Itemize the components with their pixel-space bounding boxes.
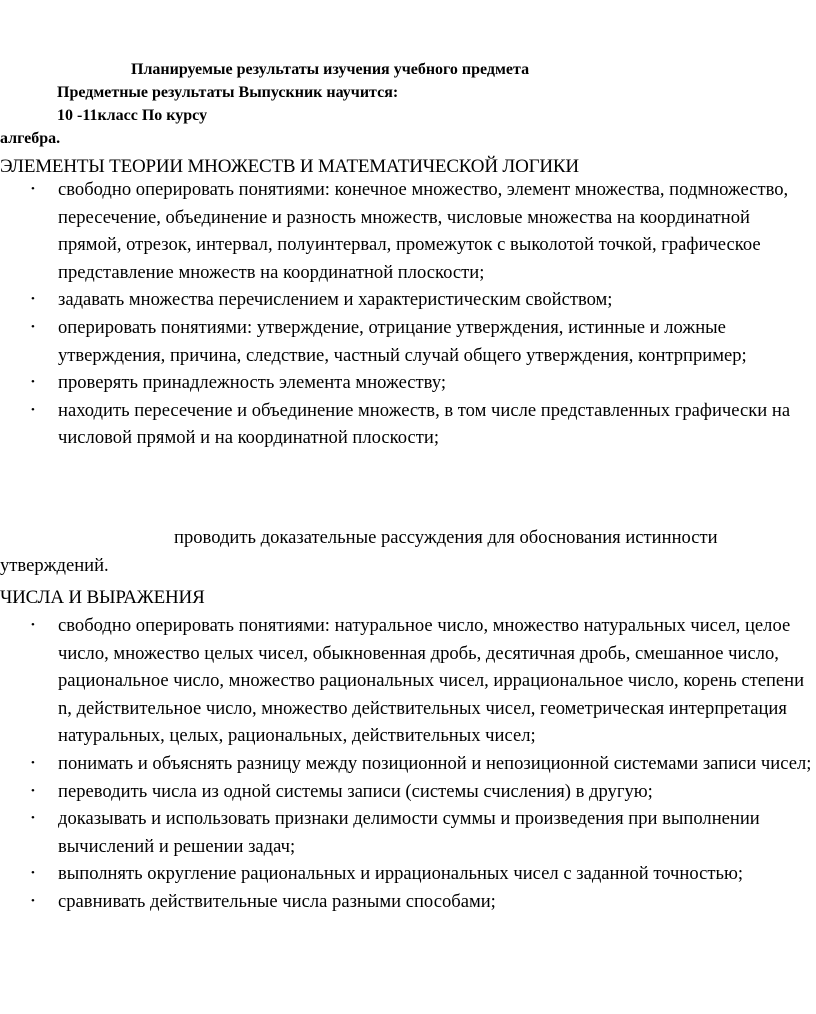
subject-label: алгебра. xyxy=(0,130,61,147)
list-item-text: понимать и объяснять разницу между позиционной и непозиционной системами записи чисел; xyxy=(58,752,812,774)
list-item xyxy=(0,888,816,916)
list-item xyxy=(0,860,816,888)
bullet-icon: • xyxy=(31,812,35,825)
list-item-text: оперировать понятиями: утверждение, отрицание утверждения, истинные и ложные утверждения, причина, следствие, частный случай общего утверждения, контрпример; xyxy=(58,316,747,366)
section-heading-numbers-expressions: ЧИСЛА И ВЫРАЖЕНИЯ xyxy=(0,587,205,608)
list-item xyxy=(0,397,816,452)
list-item-text: доказывать и использовать признаки делимости суммы и произведения при выполнении вычислений и решении задач; xyxy=(58,808,760,857)
list-item-text: задавать множества перечислением и характеристическим свойством; xyxy=(58,289,613,311)
list-item xyxy=(0,314,816,369)
list-item xyxy=(0,778,816,806)
section-heading-sets-logic: ЭЛЕМЕНТЫ ТЕОРИИ МНОЖЕСТВ И МАТЕМАТИЧЕСКОЙ ЛОГИКИ xyxy=(0,156,579,177)
document-title: Планируемые результаты изучения учебного предмета xyxy=(131,61,530,78)
list-item-text: свободно оперировать понятиями: конечное множество, элемент множества, подмножество, пересечение, объединение и разность множеств, числовые множества на координатной прямой, отрезок, интервал, полуинтервал, промежуток с выколотой точкой, графическое представление множеств на координатной плоскости; xyxy=(58,179,789,283)
bullet-icon: • xyxy=(31,320,35,333)
bullet-icon: • xyxy=(31,784,35,797)
list-item xyxy=(0,176,816,286)
bullet-icon: • xyxy=(31,619,35,631)
bullet-list-sets-logic xyxy=(0,176,816,452)
bullet-list-numbers-expressions xyxy=(0,612,816,916)
bullet-icon: • xyxy=(31,183,35,195)
list-item xyxy=(0,369,816,397)
indented-paragraph-second-line: утверждений. xyxy=(0,554,109,576)
list-item xyxy=(0,805,816,860)
list-item-text: сравнивать действительные числа разными способами; xyxy=(58,890,496,912)
bullet-icon: • xyxy=(31,894,35,907)
document-subtitle: Предметные результаты Выпускник научится: xyxy=(57,84,399,101)
bullet-icon: • xyxy=(31,293,35,306)
list-item xyxy=(0,612,816,750)
indented-paragraph-first-line: проводить доказательные рассуждения для обоснования истинности xyxy=(174,527,718,548)
bullet-icon: • xyxy=(31,403,35,416)
list-item-text: проверять принадлежность элемента множеству; xyxy=(58,372,447,394)
list-item-text: находить пересечение и объединение множеств, в том числе представленных графически на числовой прямой и на координатной плоскости; xyxy=(58,399,791,449)
list-item-text: выполнять округление рациональных и иррациональных чисел с заданной точностью; xyxy=(58,863,744,885)
list-item xyxy=(0,286,816,314)
indented-paragraph xyxy=(0,524,812,579)
list-item-text: переводить числа из одной системы записи (системы счисления) в другую; xyxy=(58,780,653,802)
bullet-icon: • xyxy=(31,867,35,880)
grade-label: 10 -11класс По курсу xyxy=(57,107,208,124)
list-item-text: свободно оперировать понятиями: натуральное число, множество натуральных чисел, целое число, множество целых чисел, обыкновенная дробь, десятичная дробь, смешанное число, рациональное число, множество рациональных чисел, иррациональное число, корень степени n, действительное число, множество действительных чисел, геометрическая интерпретация натуральных, целых, рациональных, действительных чисел; xyxy=(58,615,805,747)
list-item xyxy=(0,750,816,778)
bullet-icon: • xyxy=(31,376,35,389)
bullet-icon: • xyxy=(31,756,35,769)
